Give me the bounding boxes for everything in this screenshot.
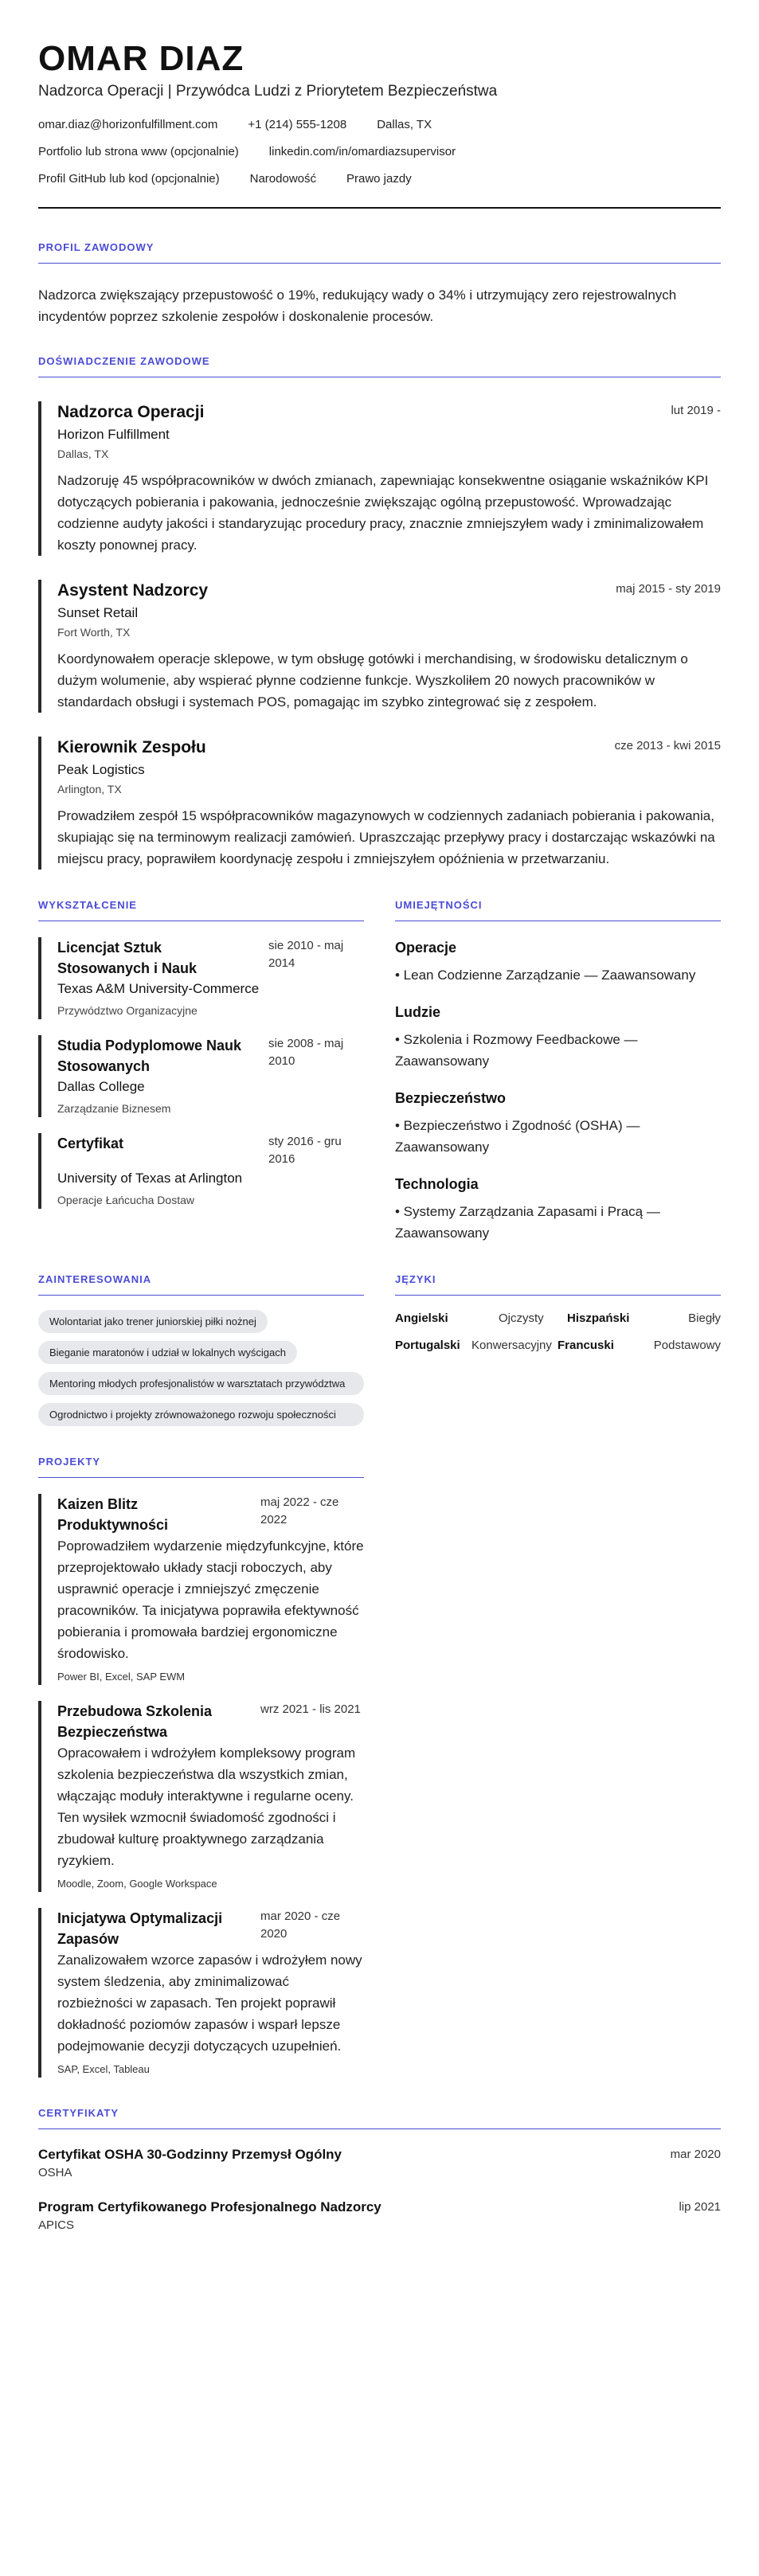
extra-row — [38, 170, 721, 188]
job-title: Kierownik Zespołu — [57, 738, 206, 756]
certification-item — [38, 2145, 721, 2182]
project-description: Opracowałem i wdrożyłem kompleksowy program szkolenia bezpieczeństwa dla wszystkich zmian, włączając moduły interaktywne i regularne oceny. Ten wysiłek wzmocnił świadomość zgodności i zbudował kulturę proaktywnego zarządzania ryzykiem. — [57, 1745, 356, 1868]
section-title: UMIEJĘTNOŚCI — [395, 899, 483, 911]
project-item — [38, 1908, 364, 2078]
experience-item — [38, 737, 721, 870]
certifications-section — [38, 2106, 721, 2234]
languages-grid — [395, 1310, 721, 1354]
certification-item — [38, 2198, 721, 2234]
certification-date: lip 2021 — [679, 2200, 721, 2214]
education-date: sty 2016 - gru 2016 — [268, 1135, 342, 1166]
links-row — [38, 143, 721, 161]
skill-entry: • Szkolenia i Rozmowy Feedbackowe — Zaawansowany — [395, 1032, 638, 1069]
summary-section — [38, 240, 721, 327]
interests-section — [38, 1272, 364, 1426]
section-title: ZAINTERESOWANIA — [38, 1273, 152, 1285]
skills-section — [395, 898, 721, 1244]
section-divider — [38, 2128, 721, 2129]
project-item — [38, 1701, 364, 1892]
language-name: Portugalski — [395, 1339, 460, 1352]
education-skills-row — [38, 898, 721, 1244]
skill-entry: • Bezpieczeństwo i Zgodność (OSHA) — Zaawansowany — [395, 1118, 640, 1155]
project-title: Przebudowa Szkolenia Bezpieczeństwa — [57, 1703, 213, 1740]
education-date: sie 2008 - maj 2010 — [268, 1037, 344, 1068]
phone: +1 (214) 555-1208 — [248, 118, 347, 131]
field-of-study: Zarządzanie Biznesem — [57, 1102, 171, 1115]
company: Horizon Fulfillment — [57, 427, 170, 442]
degree: Licencjat Sztuk Stosowanych i Nauk — [57, 940, 198, 976]
experience-section — [38, 354, 721, 870]
degree: Certyfikat — [57, 1136, 124, 1151]
header — [38, 38, 721, 209]
certification-issuer: APICS — [38, 2218, 75, 2232]
job-date: maj 2015 - sty 2019 — [616, 582, 721, 596]
interest-chip: Ogrodnictwo i projekty zrównoważonego rozwoju społeczności — [38, 1403, 364, 1426]
school: Dallas College — [57, 1079, 145, 1094]
skill-category: Ludzie — [395, 1004, 440, 1020]
certification-name: Program Certyfikowanego Profesjonalnego Nadzorcy — [38, 2199, 381, 2214]
skill-entry: • Lean Codzienne Zarządzanie — Zaawansowany — [395, 967, 696, 983]
skill-category: Bezpieczeństwo — [395, 1090, 507, 1106]
driving-license: Prawo jazdy — [346, 172, 412, 186]
interest-chip: Bieganie maratonów i udział w lokalnych wyścigach — [38, 1341, 297, 1364]
project-tech: Moodle, Zoom, Google Workspace — [57, 1878, 217, 1890]
language-name: Francuski — [558, 1339, 614, 1352]
nationality: Narodowość — [249, 172, 316, 186]
email-link[interactable]: omar.diaz@horizonfulfillment.com — [38, 118, 218, 131]
portfolio-link[interactable]: Portfolio lub strona www (opcjonalnie) — [38, 145, 239, 158]
language-level: Biegły — [688, 1311, 721, 1325]
projects-section — [38, 1455, 364, 2078]
section-divider — [38, 1295, 364, 1296]
tagline: Nadzorca Operacji | Przywódca Ludzi z Priorytetem Bezpieczeństwa — [38, 83, 498, 100]
job-location: Fort Worth, TX — [57, 626, 131, 639]
project-item — [38, 1494, 364, 1685]
project-date: mar 2020 - cze 2020 — [260, 1910, 341, 1941]
interest-chip: Wolontariat jako trener juniorskiej piłki nożnej — [38, 1310, 268, 1333]
linkedin-link[interactable]: linkedin.com/in/omardiazsupervisor — [268, 145, 456, 158]
project-description: Poprowadziłem wydarzenie międzyfunkcyjne, które przeprojektowało układy stacji roboczych, aby usprawnić operacje i zmniejszyć zmęczenie pracowników. Ta inicjatywa poprawiła efektywność pobierania i promowała bardziej ergonomiczne środowisko. — [57, 1538, 364, 1661]
language-level: Konwersacyjny — [471, 1339, 552, 1352]
github-link[interactable]: Profil GitHub lub kod (opcjonalnie) — [38, 172, 220, 186]
section-divider — [395, 1295, 721, 1296]
contact-row — [38, 116, 721, 134]
experience-item — [38, 580, 721, 713]
location: Dallas, TX — [377, 118, 432, 131]
section-title: WYKSZTAŁCENIE — [38, 899, 137, 911]
section-title: PROJEKTY — [38, 1456, 101, 1468]
education-date: sie 2010 - maj 2014 — [268, 939, 344, 970]
job-description: Prowadziłem zespół 15 współpracowników magazynowych w codziennych zadaniach pobierania i pakowania, skupiając się na terminowym realizacji zamówień. Upraszczając przepływy pracy i dostarczając wskazówki na miejscu pracy, poprawiłem koordynację zespołu i zmniejszyłem opóźnienia w przetwarzaniu. — [57, 808, 715, 866]
section-title: CERTYFIKATY — [38, 2107, 119, 2119]
job-location: Arlington, TX — [57, 783, 122, 795]
field-of-study: Przywództwo Organizacyjne — [57, 1004, 198, 1017]
education-item — [38, 937, 364, 1019]
interest-chip: Mentoring młodych profesjonalistów w warsztatach przywództwa — [38, 1372, 364, 1395]
job-date: cze 2013 - kwi 2015 — [614, 739, 721, 752]
degree: Studia Podyplomowe Nauk Stosowanych — [57, 1038, 242, 1074]
certification-name: Certyfikat OSHA 30-Godzinny Przemysł Ogólny — [38, 2147, 342, 2162]
section-title: PROFIL ZAWODOWY — [38, 241, 155, 253]
skill-category: Technologia — [395, 1176, 479, 1192]
project-tech: SAP, Excel, Tableau — [57, 2063, 150, 2075]
language-name: Hiszpański — [567, 1311, 630, 1325]
school: University of Texas at Arlington — [57, 1171, 243, 1186]
education-item — [38, 1035, 364, 1117]
job-title: Nadzorca Operacji — [57, 403, 205, 421]
company: Peak Logistics — [57, 762, 145, 777]
header-divider — [38, 207, 721, 209]
skill-category: Operacje — [395, 940, 457, 956]
project-date: maj 2022 - cze 2022 — [260, 1495, 339, 1526]
skill-entry: • Systemy Zarządzania Zapasami i Pracą — Zaawansowany — [395, 1204, 660, 1241]
section-title: DOŚWIADCZENIE ZAWODOWE — [38, 355, 210, 367]
job-location: Dallas, TX — [57, 448, 109, 460]
project-date: wrz 2021 - lis 2021 — [260, 1702, 361, 1716]
language-level: Podstawowy — [653, 1339, 721, 1352]
job-title: Asystent Nadzorcy — [57, 581, 209, 600]
certification-issuer: OSHA — [38, 2166, 72, 2179]
section-divider — [38, 1477, 364, 1478]
language-level: Ojczysty — [499, 1311, 544, 1325]
school: Texas A&M University-Commerce — [57, 981, 260, 996]
project-tech: Power BI, Excel, SAP EWM — [57, 1671, 186, 1683]
company: Sunset Retail — [57, 605, 139, 620]
language-name: Angielski — [395, 1311, 448, 1325]
project-title: Inicjatywa Optymalizacji Zapasów — [57, 1910, 223, 1947]
job-description: Nadzoruję 45 współpracowników w dwóch zmianach, zapewniając konsekwentne osiąganie wskaźników KPI dotyczących pobierania i pakowania, jednocześnie zwiększając ogólną przepustowość. Wprowadzając codzienne audyty jakości i standaryzując procedury pracy, znacznie zmniejszyłem wady i zminimalizowałem koszty ponownej pracy. — [57, 473, 709, 553]
section-divider — [38, 263, 721, 264]
certification-date: mar 2020 — [670, 2148, 721, 2161]
education-section — [38, 898, 364, 1244]
field-of-study: Operacje Łańcucha Dostaw — [57, 1194, 194, 1206]
project-description: Zanalizowałem wzorce zapasów i wdrożyłem nowy system śledzenia, aby zminimalizować rozbieżności w zapasach. Ten projekt poprawił dokładność poziomów zapasów i wsparł lepsze podejmowanie decyzji dotyczących uzupełnień. — [57, 1953, 362, 2054]
job-description: Koordynowałem operacje sklepowe, w tym obsługę gotówki i merchandising, w środowisku detalicznym o dużym wolumenie, aby wspierać płynne codzienne funkcje. Wyszkoliłem 20 nowych pracowników w standardach obsługi i systemach POS, pomagając im szybko zintegrować się z zespołem. — [57, 651, 688, 709]
job-date: lut 2019 - — [671, 404, 721, 417]
project-title: Kaizen Blitz Produktywności — [57, 1496, 169, 1533]
education-item — [38, 1133, 364, 1209]
interests-languages-row — [38, 1272, 721, 1426]
summary-text: Nadzorca zwiększający przepustowość o 19%, redukujący wady o 34% i utrzymujący zero rejestrowalnych incydentów poprzez szkolenie zespołów i doskonalenie procesów. — [38, 287, 677, 324]
section-title: JĘZYKI — [395, 1273, 436, 1285]
languages-section — [395, 1272, 721, 1426]
candidate-name: OMAR DIAZ — [38, 39, 245, 78]
experience-item — [38, 401, 721, 556]
